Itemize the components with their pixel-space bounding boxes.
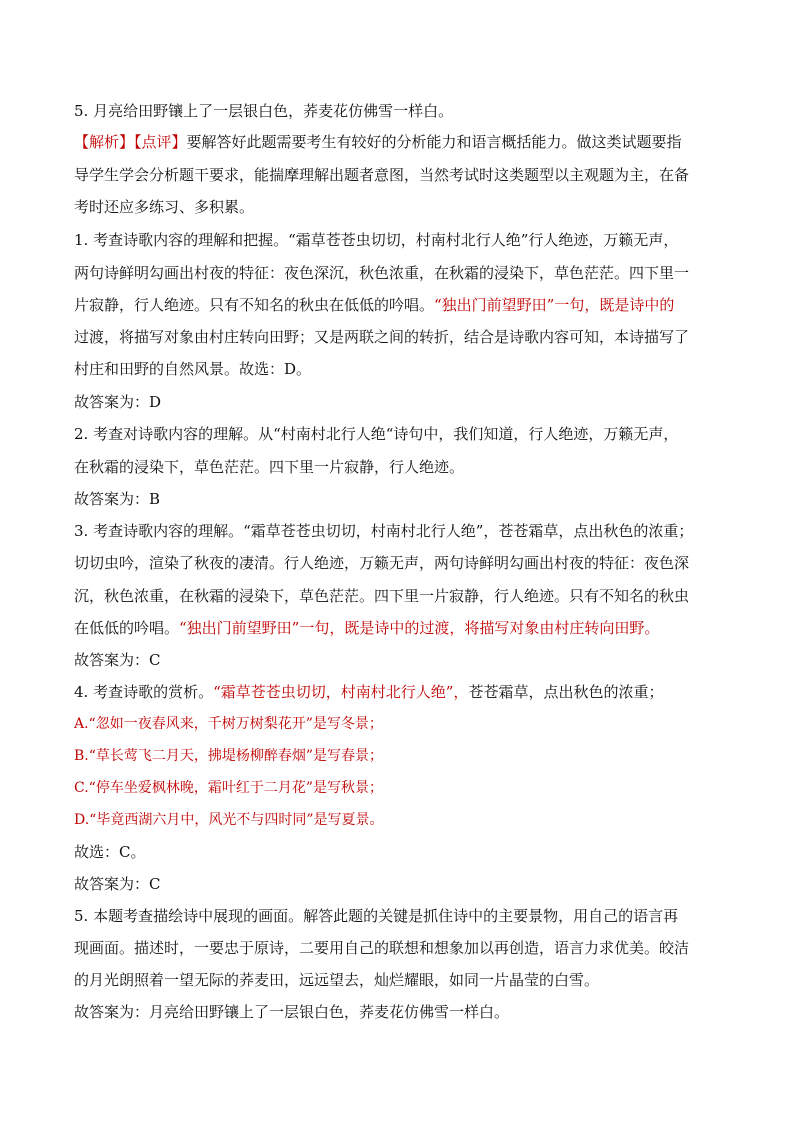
item5-line-1: 5. 本题考查描绘诗中展现的画面。解答此题的关键是抓住诗中的主要景物，用自己的语言再 [74,907,679,925]
item2-line-1: 2. 考查对诗歌内容的理解。从“村南村北行人绝“诗句中，我们知道，行人绝迹，万籁无声， [74,425,679,443]
analysis-tag: 【解析】【点评】 [74,133,187,151]
item1-line-5: 村庄和田野的自然风景。故选：D。 [74,360,312,378]
item4-line-1-a: 4. 考查诗歌的赏析。 [74,683,214,701]
item2-answer: 故答案为：B [74,490,161,508]
item3-line-2: 切切虫吟，渲染了秋夜的凄清。行人绝迹，万籁无声，两句诗鲜明勾画出村夜的特征：夜色深 [74,554,690,572]
analysis-text-1: 要解答好此题需要考生有较好的分析能力和语言概括能力。做这类试题要指 [186,133,682,151]
item3-line-4-red: “独出门前望野田”一句，既是诗中的过渡，将描写对象由村庄转向田野。 [179,619,660,637]
item2-line-2: 在秋霜的浸染下，草色茫茫。四下里一片寂静，行人绝迹。 [74,458,465,476]
analysis-line-3: 考时还应多练习、多积累。 [74,198,255,216]
item1-line-4: 过渡，将描写对象由村庄转向田野；又是两联之间的转折，结合是诗歌内容可知，本诗描写了 [74,328,690,346]
item1-line-2: 两句诗鲜明勾画出村夜的特征：夜色深沉，秋色浓重，在秋霜的浸染下，草色茫茫。四下里一 [74,264,690,282]
intro-q5: 5. 月亮给田野镶上了一层银白色，荞麦花仿佛雪一样白。 [74,102,454,120]
item5-line-2: 现画面。描述时，一要忠于原诗，二要用自己的联想和想象加以再创造，语言力求优美。皎洁 [74,939,690,957]
item4-line-1-b: 苍苍霜草，点出秋色的浓重； [468,683,664,701]
item4-option-b: B.“草长莺飞二月天，拂堤杨柳醉春烟”是写春景； [74,748,384,764]
item1-answer: 故答案为：D [74,393,162,411]
item3-answer: 故答案为：C [74,651,161,669]
analysis-line-1 [74,132,734,152]
analysis-line-2: 导学生学会分析题干要求，能揣摩理解出题者意图，当然考试时这类题型以主观题为主，在备 [74,166,690,184]
item4-line-1-red: “霜草苍苍虫切切，村南村北行人绝”， [213,683,469,701]
item4-select: 故选：C。 [74,843,146,861]
item3-line-4-text: 在低低的吟唱。 [74,619,180,637]
item3-line-1: 3. 考查诗歌内容的理解。“霜草苍苍虫切切，村南村北行人绝”，苍苍霜草，点出秋色的浓重； [74,522,694,540]
item1-line-3 [74,295,734,315]
item1-line-3-text: 片寂静，行人绝迹。只有不知名的秋虫在低低的吟唱。 [74,296,435,314]
item4-option-c: C.“停车坐爱枫林晚，霜叶红于二月花”是写秋景； [74,780,383,796]
item3-line-3: 沉，秋色浓重，在秋霜的浸染下，草色茫茫。四下里一片寂静，行人绝迹。只有不知名的秋虫 [74,587,690,605]
item5-answer: 故答案为：月亮给田野镶上了一层银白色，荞麦花仿佛雪一样白。 [74,1003,510,1021]
item1-line-3-red: “独出门前望野田”一句，既是诗中的 [434,296,675,314]
item5-line-3: 的月光朗照着一望无际的荞麦田，远远望去，灿烂耀眼，如同一片晶莹的白雪。 [74,971,600,989]
item4-answer: 故答案为：C [74,875,161,893]
item4-option-a: A.“忽如一夜春风来，千树万树梨花开”是写冬景； [74,716,383,732]
item3-line-4 [74,618,734,638]
item4-line-1 [74,682,734,702]
item1-line-1: 1. 考查诗歌内容的理解和把握。“霜草苍苍虫切切，村南村北行人绝”行人绝迹，万籁无声， [74,231,679,249]
item4-option-d: D.“毕竟西湖六月中，风光不与四时同”是写夏景。 [74,812,384,828]
